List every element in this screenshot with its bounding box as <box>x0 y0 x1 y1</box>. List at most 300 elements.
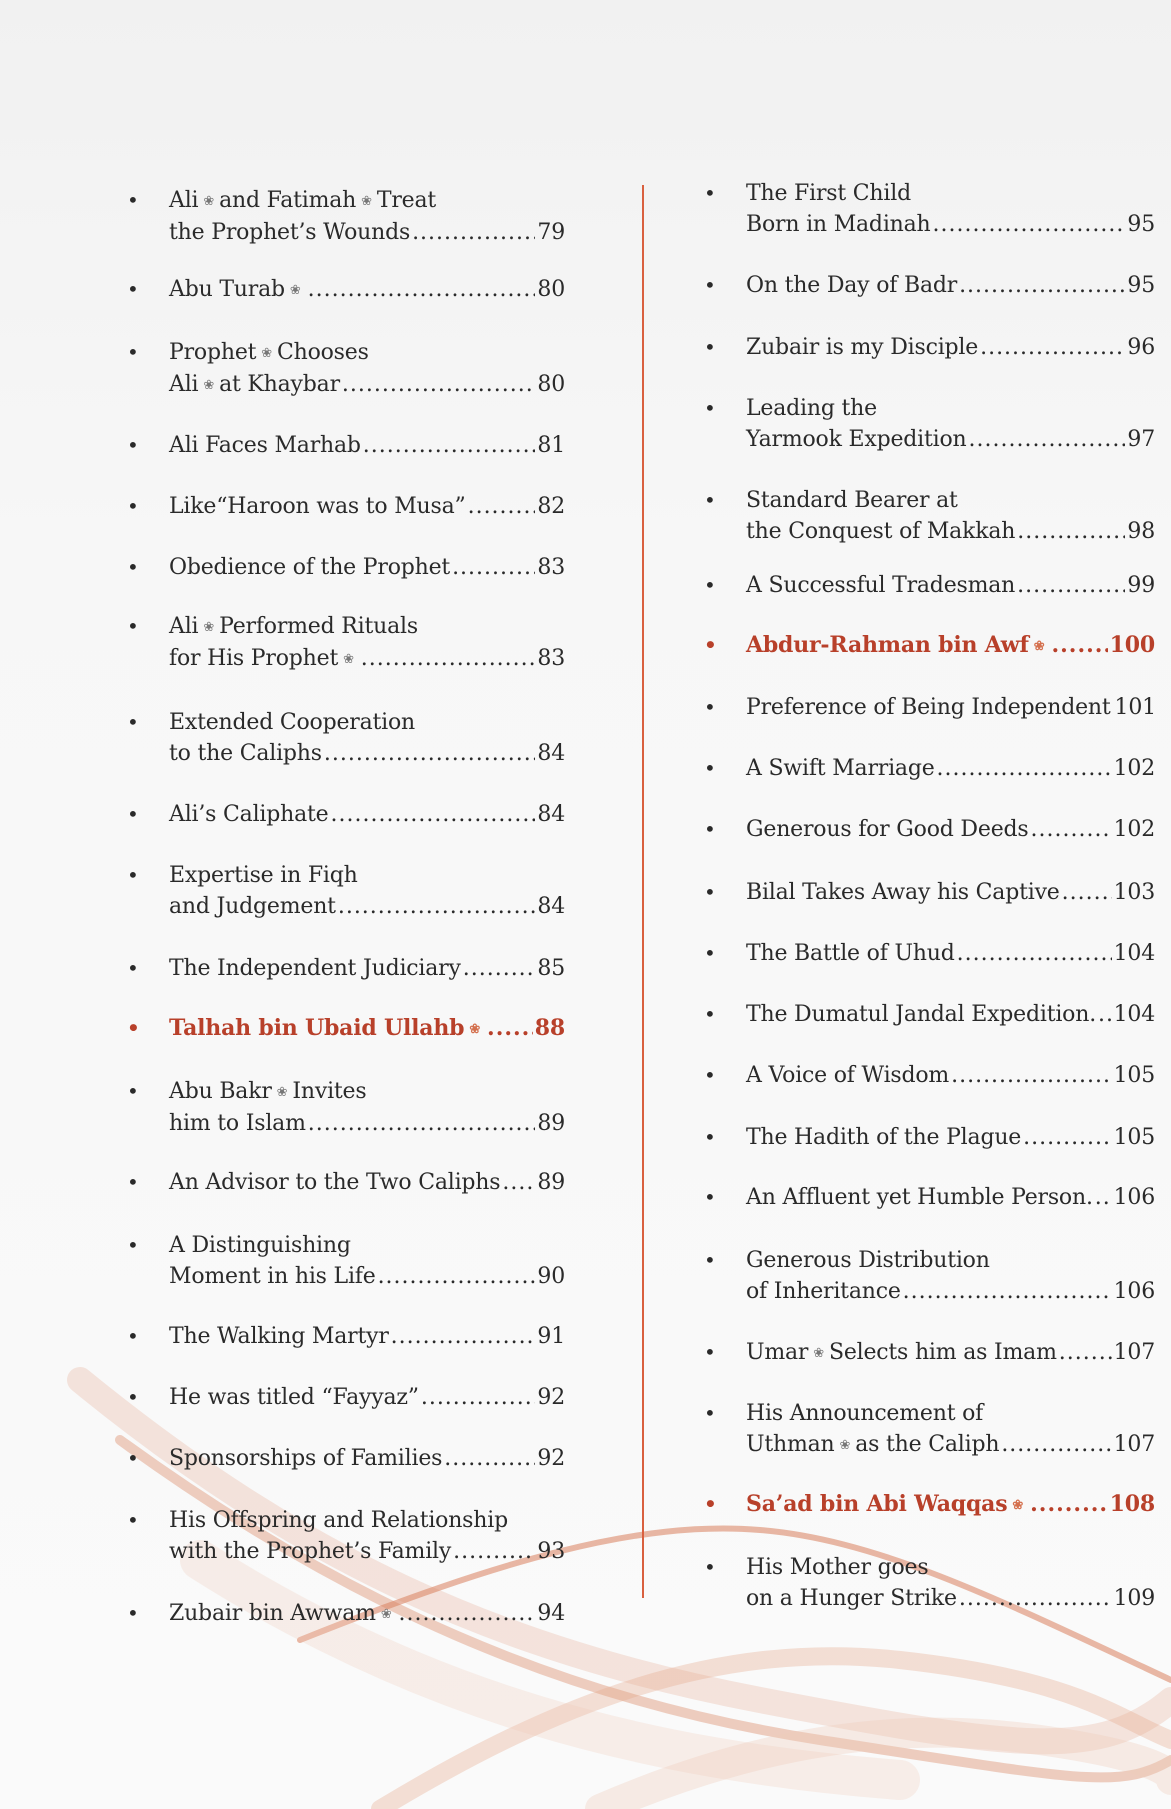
toc-entry[interactable] <box>127 611 565 675</box>
title-text: The First Child <box>746 181 911 206</box>
title-text: Standard Bearer at <box>746 488 958 513</box>
toc-entry-title <box>746 1583 957 1614</box>
title-text: the Conquest of Makkah <box>746 519 1016 544</box>
title-text: The Battle of Uhud <box>746 941 955 966</box>
toc-entry-line <box>746 877 1155 908</box>
bullet: • <box>127 433 139 457</box>
toc-entry[interactable] <box>704 1398 1155 1461</box>
title-text: Like“Haroon was to Musa” <box>169 494 466 519</box>
honorific-icon: ❀ <box>261 346 272 361</box>
honorific-icon: ❀ <box>1033 639 1045 654</box>
title-text: Performed Rituals <box>219 614 418 639</box>
title-text: Sponsorships of Families <box>169 1446 443 1471</box>
page-number: 80 <box>537 277 565 302</box>
title-text: Obedience of the Prophet <box>169 555 451 580</box>
title-text: him to Islam <box>169 1111 306 1136</box>
toc-entry-line <box>169 707 565 738</box>
column-divider <box>642 185 644 1598</box>
bullet: • <box>704 273 716 297</box>
bullet: • <box>127 1324 139 1348</box>
dot-leader <box>1023 1122 1111 1153</box>
dot-leader <box>1062 877 1112 908</box>
title-text: for His Prophet <box>169 646 339 671</box>
title-text: An Affluent yet Humble Person. <box>746 1185 1093 1210</box>
title-text: and Judgement <box>169 894 336 919</box>
bullet: • <box>704 488 716 512</box>
toc-entry[interactable] <box>704 1060 1155 1091</box>
honorific-icon: ❀ <box>813 1346 824 1361</box>
dot-leader <box>452 552 535 583</box>
page-number: 81 <box>537 433 565 458</box>
bullet: • <box>127 1079 139 1103</box>
dot-leader <box>1098 999 1112 1030</box>
toc-entry-title <box>746 209 931 240</box>
toc-entry[interactable] <box>704 570 1155 601</box>
dot-leader <box>399 1598 536 1630</box>
toc-section-heading[interactable] <box>704 1489 1155 1521</box>
dot-leader <box>1030 1489 1108 1521</box>
title-text: at Khaybar <box>219 372 340 397</box>
bullet: • <box>127 802 139 826</box>
bullet: • <box>704 1185 716 1209</box>
honorific-icon: ❀ <box>343 652 354 667</box>
toc-entry-line <box>746 1122 1155 1153</box>
toc-entry[interactable] <box>704 332 1155 363</box>
toc-entry-title <box>746 570 1015 601</box>
page-number: 102 <box>1113 756 1155 781</box>
toc-entry-line <box>169 1076 565 1108</box>
toc-entry[interactable] <box>704 938 1155 969</box>
title-text: Ali’s Caliphate <box>169 802 329 827</box>
honorific-icon: ❀ <box>203 194 215 209</box>
page-number: 101 <box>1114 695 1156 720</box>
bullet: • <box>127 956 139 980</box>
title-text: Generous Distribution <box>746 1248 990 1273</box>
toc-entry[interactable] <box>704 270 1155 301</box>
page-number: 85 <box>537 956 565 981</box>
toc-entry[interactable] <box>704 753 1155 784</box>
toc-entry[interactable] <box>127 1321 565 1352</box>
toc-entry-title <box>746 516 1015 547</box>
page-number: 95 <box>1127 273 1155 298</box>
dot-leader <box>1017 516 1125 547</box>
title-text: Extended Cooperation <box>169 710 416 735</box>
dot-leader <box>502 1167 535 1198</box>
honorific-icon: ❀ <box>839 1438 851 1453</box>
page-number: 92 <box>537 1385 565 1410</box>
toc-entry-line <box>169 217 565 248</box>
toc-entry-line <box>169 1598 565 1630</box>
toc-entry[interactable] <box>127 1443 565 1474</box>
bullet: • <box>127 1170 139 1194</box>
toc-entry[interactable] <box>704 1245 1155 1307</box>
toc-entry-line <box>169 1230 565 1261</box>
toc-entry[interactable] <box>704 1337 1155 1369</box>
page-number: 89 <box>537 1170 565 1195</box>
toc-entry-title <box>169 1108 306 1139</box>
page-number: 91 <box>537 1324 565 1349</box>
toc-entry-title <box>169 1382 419 1413</box>
toc-entry-line <box>169 1321 565 1352</box>
toc-entry-line <box>746 1060 1155 1091</box>
toc-entry-title <box>169 891 336 922</box>
bullet: • <box>704 573 716 597</box>
page-number: 108 <box>1109 1491 1155 1517</box>
toc-entry-line <box>169 1167 565 1198</box>
toc-entry[interactable] <box>704 1122 1155 1153</box>
toc-entry-title <box>169 860 358 891</box>
toc-entry[interactable] <box>704 485 1155 547</box>
toc-entry-title <box>746 814 1029 845</box>
bullet: • <box>127 1601 139 1625</box>
bullet: • <box>704 396 716 420</box>
toc-entry[interactable] <box>127 552 565 583</box>
toc-entry[interactable] <box>704 692 1155 723</box>
bullet: • <box>704 695 716 719</box>
toc-entry-title <box>169 185 436 217</box>
honorific-icon: ❀ <box>1012 1498 1024 1513</box>
bullet: • <box>704 941 716 965</box>
title-text: Chooses <box>276 340 369 365</box>
toc-entry-title <box>169 643 359 675</box>
toc-entry-line <box>746 570 1155 601</box>
title-text: Umar <box>746 1340 809 1365</box>
toc-entry-line <box>746 1182 1155 1213</box>
toc-entry-line <box>169 799 565 830</box>
dot-leader <box>937 753 1112 784</box>
toc-entry-title <box>169 274 306 306</box>
title-text: Abu Turab <box>169 277 285 302</box>
toc-entry-title <box>169 1261 376 1292</box>
toc-entry-line <box>746 999 1155 1030</box>
bullet: • <box>127 494 139 518</box>
dot-leader <box>980 332 1125 363</box>
toc-entry[interactable] <box>127 1382 565 1413</box>
toc-entry-line <box>746 1489 1155 1521</box>
toc-entry[interactable] <box>704 1182 1155 1213</box>
bullet: • <box>704 1063 716 1087</box>
toc-entry-line <box>746 1583 1155 1614</box>
toc-entry-line <box>169 891 565 922</box>
title-text: and Fatimah <box>219 188 357 213</box>
toc-entry-title <box>169 430 361 461</box>
toc-entry-line <box>746 393 1155 424</box>
honorific-icon: ❀ <box>203 620 215 635</box>
bullet: • <box>127 1446 139 1470</box>
toc-entry-title <box>746 753 935 784</box>
toc-entry-line <box>746 1552 1155 1583</box>
title-text: Ali <box>169 188 199 213</box>
bullet: • <box>127 277 139 301</box>
toc-entry-title <box>746 630 1049 662</box>
title-text: A Distinguishing <box>169 1233 351 1258</box>
toc-entry-line <box>746 332 1155 363</box>
toc-entry-title <box>746 270 957 301</box>
dot-leader <box>324 738 536 769</box>
toc-entry-title <box>169 1536 451 1567</box>
title-text: On the Day of Badr <box>746 273 958 298</box>
bullet: • <box>704 1401 716 1425</box>
toc-entry-line <box>746 753 1155 784</box>
page-number: 84 <box>537 741 565 766</box>
toc-entry-line <box>169 1382 565 1413</box>
toc-entry-title <box>746 424 967 455</box>
page-number: 100 <box>1109 632 1155 658</box>
dot-leader <box>412 217 535 248</box>
page-number: 109 <box>1113 1586 1155 1611</box>
dot-leader <box>331 799 536 830</box>
toc-entry-line <box>746 938 1155 969</box>
title-text: His Offspring and Relationship <box>169 1508 508 1533</box>
toc-entry[interactable] <box>127 1076 565 1139</box>
title-text: The Independent Judiciary <box>169 956 461 981</box>
toc-entry-title <box>746 1276 901 1307</box>
title-text: Ali <box>169 614 199 639</box>
dot-leader <box>378 1261 536 1292</box>
page-number: 90 <box>537 1264 565 1289</box>
toc-entry-title <box>746 178 911 209</box>
toc-entry-title <box>169 1505 508 1536</box>
bullet: • <box>127 1016 140 1040</box>
toc-entry[interactable] <box>127 491 565 522</box>
toc-section-heading[interactable] <box>127 1013 565 1045</box>
dot-leader <box>363 430 536 461</box>
toc-entry-title <box>746 1552 928 1583</box>
toc-entry-line <box>746 270 1155 301</box>
honorific-icon: ❀ <box>380 1607 392 1622</box>
dot-leader <box>361 643 536 675</box>
title-text: the Prophet’s Wounds <box>169 220 411 245</box>
toc-entry-title <box>169 1013 485 1045</box>
dot-leader <box>957 938 1112 969</box>
dot-leader <box>1059 1337 1112 1369</box>
toc-entry-title <box>746 999 1096 1030</box>
toc-entry[interactable] <box>127 1167 565 1198</box>
toc-entry[interactable] <box>127 953 565 984</box>
title-text: Selects him as Imam <box>828 1340 1057 1365</box>
title-text: Born in Madinah <box>746 212 931 237</box>
toc-entry-title <box>746 485 958 516</box>
bullet: • <box>127 1385 139 1409</box>
bullet: • <box>704 1002 716 1026</box>
toc-entry[interactable] <box>127 799 565 830</box>
toc-entry-title <box>746 692 1111 723</box>
toc-entry-title <box>746 1060 949 1091</box>
bullet: • <box>704 335 716 359</box>
honorific-icon: ❀ <box>469 1022 481 1037</box>
bullet: • <box>127 555 139 579</box>
toc-entry-title <box>169 552 450 583</box>
dot-leader <box>391 1321 536 1352</box>
page-number: 80 <box>537 372 565 397</box>
toc-entry[interactable] <box>704 178 1155 240</box>
toc-entry[interactable] <box>704 393 1155 455</box>
bullet: • <box>127 614 139 638</box>
title-text: of Inheritance <box>746 1279 901 1304</box>
dot-leader <box>453 1536 535 1567</box>
bullet: • <box>704 817 716 841</box>
title-text: Zubair bin Awwam <box>169 1601 376 1626</box>
title-text: Bilal Takes Away his Captive <box>746 880 1060 905</box>
toc-section-heading[interactable] <box>704 630 1155 662</box>
toc-entry-title <box>746 393 877 424</box>
toc-entry-title <box>169 611 418 643</box>
toc-entry-line <box>169 611 565 643</box>
title-text: Treat <box>376 188 437 213</box>
title-text: A Successful Tradesman <box>746 573 1016 598</box>
title-text: He was titled “Fayyaz” <box>169 1385 419 1410</box>
dot-leader <box>444 1443 535 1474</box>
toc-entry[interactable] <box>704 999 1155 1030</box>
dot-leader <box>959 270 1125 301</box>
page-number: 96 <box>1127 335 1155 360</box>
bullet: • <box>704 1492 717 1516</box>
title-text: Abdur-Rahman bin Awf <box>746 632 1029 658</box>
dot-leader <box>1031 814 1112 845</box>
toc-entry-title <box>169 1230 351 1261</box>
page-number: 105 <box>1113 1125 1155 1150</box>
toc-entry-line <box>169 552 565 583</box>
toc-entry-line <box>746 1337 1155 1369</box>
dot-leader <box>421 1382 536 1413</box>
title-text: as the Caliph <box>855 1432 1000 1457</box>
page-number: 104 <box>1113 941 1155 966</box>
dot-leader <box>1095 1182 1112 1213</box>
toc-entry-line <box>746 1398 1155 1429</box>
toc-entry[interactable] <box>127 707 565 769</box>
dot-leader <box>933 209 1126 240</box>
toc-entry-title <box>746 1398 983 1429</box>
toc-entry-title <box>169 1598 397 1630</box>
title-text: Zubair is my Disciple <box>746 335 979 360</box>
toc-entry[interactable] <box>127 337 565 401</box>
title-text: A Swift Marriage <box>746 756 935 781</box>
dot-leader <box>959 1583 1112 1614</box>
page-number: 107 <box>1113 1340 1155 1365</box>
toc-entry-line <box>169 430 565 461</box>
title-text: Uthman <box>746 1432 835 1457</box>
page-number: 102 <box>1113 817 1155 842</box>
title-text: Preference of Being Independent <box>746 695 1111 720</box>
dot-leader <box>1051 630 1107 662</box>
toc-entry[interactable] <box>127 1230 565 1292</box>
toc-entry-line <box>169 1505 565 1536</box>
page-number: 99 <box>1127 573 1155 598</box>
toc-entry-line <box>169 1013 565 1045</box>
toc-entry-line <box>746 178 1155 209</box>
page-number: 83 <box>537 646 565 671</box>
toc-entry-line <box>169 738 565 769</box>
page-number: 104 <box>1113 1002 1155 1027</box>
toc-entry-title <box>169 1076 366 1108</box>
bullet: • <box>127 188 139 212</box>
dot-leader <box>487 1013 533 1045</box>
bullet: • <box>704 181 716 205</box>
bullet: • <box>704 1555 716 1579</box>
toc-entry-line <box>169 1443 565 1474</box>
title-text: Generous for Good Deeds <box>746 817 1029 842</box>
page-number: 82 <box>537 494 565 519</box>
toc-entry-title <box>169 217 410 248</box>
dot-leader <box>903 1276 1112 1307</box>
bullet: • <box>704 1125 716 1149</box>
toc-entry-title <box>169 1167 500 1198</box>
toc-entry-title <box>746 1245 990 1276</box>
honorific-icon: ❀ <box>276 1085 288 1100</box>
toc-entry[interactable] <box>127 1505 565 1567</box>
toc-entry-line <box>169 1536 565 1567</box>
bullet: • <box>127 863 139 887</box>
toc-entry-line <box>169 274 565 306</box>
toc-entry-title <box>169 799 329 830</box>
toc-entry-line <box>169 643 565 675</box>
page-number: 94 <box>537 1601 565 1626</box>
dot-leader <box>1001 1429 1111 1461</box>
toc-entry[interactable] <box>704 1552 1155 1614</box>
bullet: • <box>704 880 716 904</box>
toc-entry[interactable] <box>127 274 565 306</box>
toc-entry-title <box>746 1182 1093 1213</box>
toc-entry[interactable] <box>127 1598 565 1630</box>
toc-entry-title <box>169 738 322 769</box>
title-text: Sa’ad bin Abi Waqqas <box>746 1491 1008 1517</box>
dot-leader <box>951 1060 1112 1091</box>
page-number: 93 <box>537 1539 565 1564</box>
dot-leader <box>342 369 535 401</box>
toc-entry-line <box>746 814 1155 845</box>
bullet: • <box>704 633 717 657</box>
toc-entry[interactable] <box>127 185 565 248</box>
toc-entry-line <box>169 1108 565 1139</box>
toc-entry[interactable] <box>127 430 565 461</box>
toc-entry-line <box>169 185 565 217</box>
honorific-icon: ❀ <box>361 194 372 209</box>
toc-entry-title <box>169 707 415 738</box>
toc-entry-title <box>169 953 461 984</box>
toc-entry[interactable] <box>704 814 1155 845</box>
dot-leader <box>1017 570 1125 601</box>
toc-entry-line <box>746 485 1155 516</box>
toc-entry-title <box>746 1337 1057 1369</box>
dot-leader <box>308 274 536 306</box>
page-number: 107 <box>1113 1432 1155 1457</box>
title-text: The Walking Martyr <box>169 1324 389 1349</box>
toc-entry-line <box>746 424 1155 455</box>
toc-entry-title <box>746 1489 1028 1521</box>
title-text: Yarmook Expedition <box>746 427 967 452</box>
toc-entry[interactable] <box>127 860 565 922</box>
toc-entry-title <box>169 369 340 401</box>
bullet: • <box>704 1248 716 1272</box>
toc-entry-title <box>746 332 978 363</box>
toc-entry-line <box>169 1261 565 1292</box>
title-text: His Announcement of <box>746 1401 984 1426</box>
page-number: 83 <box>537 555 565 580</box>
bullet: • <box>127 1233 139 1257</box>
page-number: 88 <box>534 1015 565 1041</box>
honorific-icon: ❀ <box>203 378 215 393</box>
bullet: • <box>704 756 716 780</box>
toc-entry[interactable] <box>704 877 1155 908</box>
page-number: 79 <box>537 220 565 245</box>
page-number: 98 <box>1127 519 1155 544</box>
toc-entry-title <box>746 1122 1021 1153</box>
title-text: Moment in his Life <box>169 1264 376 1289</box>
toc-entry-title <box>169 491 466 522</box>
title-text: Abu Bakr <box>169 1079 272 1104</box>
title-text: on a Hunger Strike <box>746 1586 957 1611</box>
dot-leader <box>969 424 1126 455</box>
